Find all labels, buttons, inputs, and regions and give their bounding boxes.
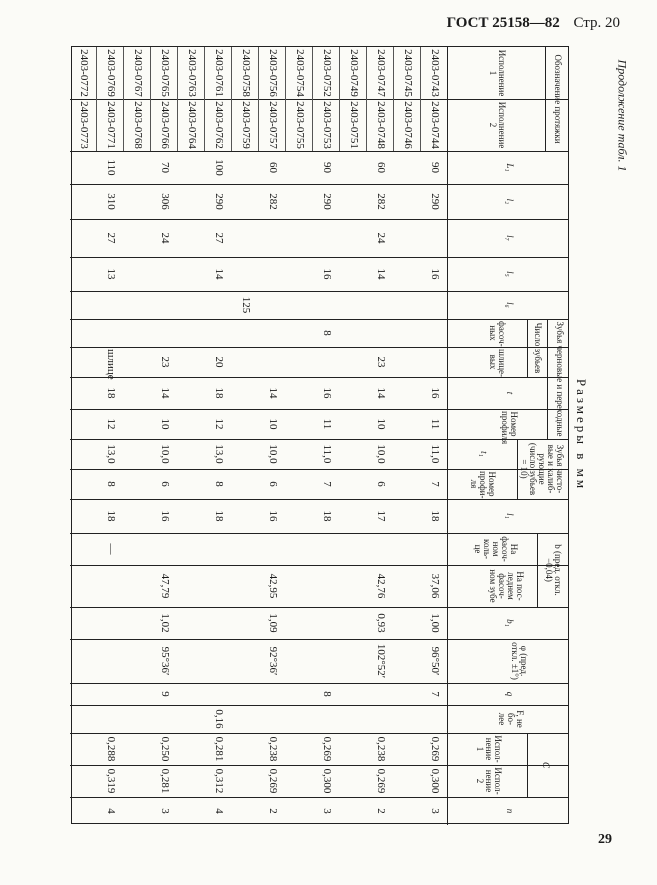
row-rule bbox=[150, 47, 151, 151]
cell-pn2: 8 bbox=[105, 481, 118, 487]
cell-v2: 2403-0768 bbox=[132, 101, 145, 149]
calib-header: Зубья чисто-вые и калиб-рующие (число зубьев = 10) bbox=[519, 442, 565, 496]
cell-t: 18 bbox=[213, 387, 226, 399]
rough-teeth-header: Зубья черновые и переходные bbox=[555, 321, 565, 437]
cell-v1: 2403-0767 bbox=[132, 49, 145, 97]
profile-header: Номер профиля bbox=[500, 411, 519, 445]
column-rule bbox=[70, 533, 568, 534]
cell-l5: 14 bbox=[213, 268, 226, 280]
header-rule bbox=[447, 47, 448, 825]
cell-t1: 13,0 bbox=[105, 444, 118, 464]
cell-C1: 0,250 bbox=[159, 736, 172, 762]
cell-v2: 2403-0751 bbox=[348, 101, 361, 149]
cell-v2: 2403-0773 bbox=[78, 101, 91, 149]
profile2-header: Номер профи-ля bbox=[469, 471, 497, 499]
cell-pn: 12 bbox=[213, 418, 226, 430]
cell-C1: 0,288 bbox=[105, 736, 118, 762]
cell-l7: 24 bbox=[159, 232, 172, 244]
group-rule bbox=[547, 319, 548, 439]
cell-phi: 102°52′ bbox=[375, 643, 388, 679]
cell-l5: 13 bbox=[105, 268, 118, 280]
cell-t1: 11,0 bbox=[429, 444, 442, 464]
cell-b1: 1,00 bbox=[429, 613, 442, 633]
group-rule bbox=[537, 533, 538, 607]
cell-n: 3 bbox=[429, 808, 442, 814]
cell-sp: шлице bbox=[105, 349, 118, 380]
C-header: C bbox=[541, 761, 551, 768]
cell-l2: 282 bbox=[267, 193, 280, 210]
row-rule bbox=[96, 47, 97, 151]
column-rule bbox=[70, 99, 568, 100]
dimensions-table bbox=[71, 46, 569, 824]
cell-v1: 2403-0765 bbox=[159, 49, 172, 97]
cell-l1: 16 bbox=[267, 510, 280, 522]
continuation-text: Продолжение табл. 1 bbox=[615, 59, 630, 172]
cell-bl: 47,79 bbox=[159, 573, 172, 599]
group-rule bbox=[517, 439, 518, 499]
teeth-count-header: Число зубьев bbox=[533, 322, 543, 374]
cell-pn: 10 bbox=[267, 418, 280, 430]
row-rule bbox=[366, 47, 367, 151]
header-n: n bbox=[505, 808, 515, 814]
cell-v2: 2403-0764 bbox=[186, 101, 199, 149]
cell-b1: 1,02 bbox=[159, 613, 172, 633]
b-last-header: На пос-леднем фасоч-ном зубе bbox=[488, 569, 525, 603]
cell-l5: 16 bbox=[321, 268, 334, 280]
column-rule bbox=[70, 705, 568, 706]
row-rule bbox=[393, 47, 394, 151]
cell-t: 14 bbox=[267, 387, 280, 399]
standard-number: ГОСТ 25158—82 bbox=[446, 15, 560, 31]
header-l2: l₂ bbox=[505, 198, 515, 205]
header-subrule bbox=[545, 47, 546, 151]
column-rule bbox=[70, 257, 568, 258]
cell-l1: 17 bbox=[375, 510, 388, 522]
cell-pn2: 8 bbox=[213, 481, 226, 487]
F-header: F, не бо-лее bbox=[497, 710, 525, 728]
column-rule bbox=[70, 319, 568, 320]
header-l1: l₁ bbox=[505, 513, 515, 519]
table-title: Размеры в мм bbox=[574, 378, 589, 492]
cell-t1: 11,0 bbox=[321, 444, 334, 464]
cell-v2: 2403-0759 bbox=[240, 101, 253, 149]
cell-v2: 2403-0766 bbox=[159, 101, 172, 149]
cell-t: 18 bbox=[105, 387, 118, 399]
cell-phi: 92°36′ bbox=[267, 646, 280, 676]
cell-l2: 310 bbox=[105, 193, 118, 210]
cell-t: 14 bbox=[159, 387, 172, 399]
column-rule bbox=[70, 797, 568, 798]
cell-v1: 2403-0743 bbox=[429, 49, 442, 97]
row-rule bbox=[420, 47, 421, 151]
page-header bbox=[0, 15, 620, 32]
cell-bs: — bbox=[105, 543, 118, 555]
cell-l2: 290 bbox=[429, 193, 442, 210]
header-l6: l₆ bbox=[505, 302, 515, 308]
cell-sp: 23 bbox=[159, 356, 172, 368]
cell-bl: 42,76 bbox=[375, 573, 388, 599]
cell-C2: 0,269 bbox=[267, 768, 280, 794]
cell-L1: 90 bbox=[429, 162, 442, 173]
cell-pn: 10 bbox=[375, 418, 388, 430]
cell-t: 16 bbox=[429, 387, 442, 399]
cell-v1: 2403-0749 bbox=[348, 49, 361, 97]
cell-pn2: 7 bbox=[429, 481, 442, 487]
cell-q: 9 bbox=[159, 691, 172, 697]
C1-header: Испол-нение 1 bbox=[475, 735, 503, 763]
row-rule bbox=[177, 47, 178, 151]
cell-C1: 0,238 bbox=[267, 736, 280, 762]
rotated-table-block bbox=[71, 46, 597, 824]
cell-v2: 2403-0757 bbox=[267, 101, 280, 149]
cell-C2: 0,269 bbox=[375, 768, 388, 794]
column-rule bbox=[70, 469, 568, 470]
cell-t1: 13,0 bbox=[213, 444, 226, 464]
cell-v2: 2403-0771 bbox=[105, 101, 118, 149]
header-L1: L₁ bbox=[505, 163, 515, 172]
cell-n: 3 bbox=[159, 808, 172, 814]
b-header: b (пред. откл. −0,04) bbox=[544, 544, 563, 596]
row-rule bbox=[312, 47, 313, 151]
cell-C1: 0,269 bbox=[429, 736, 442, 762]
group-rule bbox=[527, 319, 528, 377]
cell-L1: 60 bbox=[375, 162, 388, 173]
cell-q: 7 bbox=[429, 691, 442, 697]
cell-l7: 24 bbox=[375, 232, 388, 244]
C2-header: Испол-нение 2 bbox=[475, 767, 503, 795]
cell-pn: 11 bbox=[321, 418, 334, 430]
cell-n: 2 bbox=[375, 808, 388, 814]
cell-v1: 2403-0761 bbox=[213, 49, 226, 97]
cell-v1: 2403-0747 bbox=[375, 49, 388, 97]
column-rule bbox=[70, 409, 568, 410]
cell-v2: 2403-0753 bbox=[321, 101, 334, 149]
continuation-note bbox=[612, 48, 630, 188]
cell-l5: 16 bbox=[429, 268, 442, 280]
variant1-header: Исполнение 1 bbox=[488, 49, 507, 97]
t-header: t bbox=[505, 391, 515, 395]
cell-C2: 0,319 bbox=[105, 768, 118, 794]
cell-pn: 11 bbox=[429, 418, 442, 430]
column-rule bbox=[70, 347, 568, 348]
cell-v2: 2403-0744 bbox=[429, 101, 442, 149]
cell-l7: 27 bbox=[105, 232, 118, 244]
shaped-header: фасоч-ных bbox=[488, 321, 507, 347]
row-rule bbox=[123, 47, 124, 151]
cell-pn2: 7 bbox=[321, 481, 334, 487]
cell-l7: 27 bbox=[213, 232, 226, 244]
l6-value: 125 bbox=[240, 296, 253, 314]
cell-C1: 0,269 bbox=[321, 736, 334, 762]
group-rule bbox=[527, 733, 528, 797]
page-number: 29 bbox=[598, 832, 612, 847]
cell-v2: 2403-0755 bbox=[294, 101, 307, 149]
row-rule bbox=[231, 47, 232, 151]
cell-C2: 0,312 bbox=[213, 768, 226, 794]
cell-v2: 2403-0746 bbox=[402, 101, 415, 149]
cell-L1: 70 bbox=[159, 162, 172, 173]
cell-l2: 282 bbox=[375, 193, 388, 210]
column-rule bbox=[70, 291, 568, 292]
column-rule bbox=[70, 219, 568, 220]
cell-sp: 23 bbox=[375, 356, 388, 368]
cell-sp: 20 bbox=[213, 356, 226, 368]
cell-v1: 2403-0769 bbox=[105, 49, 118, 97]
cell-l1: 18 bbox=[321, 510, 334, 522]
cell-n: 2 bbox=[267, 808, 280, 814]
cell-n: 3 bbox=[321, 808, 334, 814]
cell-l2: 290 bbox=[321, 193, 334, 210]
cell-b1: 0,93 bbox=[375, 613, 388, 633]
column-rule bbox=[70, 733, 568, 734]
cell-n: 4 bbox=[213, 808, 226, 814]
cell-n: 4 bbox=[105, 808, 118, 814]
cell-t1: 10,0 bbox=[159, 444, 172, 464]
column-rule bbox=[70, 683, 568, 684]
row-rule bbox=[258, 47, 259, 151]
cell-l1: 18 bbox=[105, 510, 118, 522]
header-l5: l₅ bbox=[505, 271, 515, 277]
b-shaped-header: На фасоч-ном коль-це bbox=[473, 536, 519, 562]
phi-header: φ (пред. откл. ±1°) bbox=[510, 642, 529, 680]
cell-phi: 96°50′ bbox=[429, 646, 442, 676]
cell-l2: 306 bbox=[159, 193, 172, 210]
header-l7: l₇ bbox=[505, 235, 515, 241]
cell-l1: 18 bbox=[429, 510, 442, 522]
cell-C2: 0,281 bbox=[159, 768, 172, 794]
cell-L1: 60 bbox=[267, 162, 280, 173]
cell-t: 16 bbox=[321, 387, 334, 399]
header-q: q bbox=[505, 691, 515, 697]
cell-pn: 10 bbox=[159, 418, 172, 430]
cell-v2: 2403-0748 bbox=[375, 101, 388, 149]
cell-L1: 110 bbox=[105, 159, 118, 176]
cell-pn2: 6 bbox=[267, 481, 280, 487]
column-rule bbox=[70, 151, 568, 152]
cell-v1: 2403-0754 bbox=[294, 49, 307, 97]
page-label: Стр. 20 bbox=[573, 15, 620, 31]
cell-phi: 95°36′ bbox=[159, 646, 172, 676]
cell-C1: 0,238 bbox=[375, 736, 388, 762]
column-rule bbox=[70, 499, 568, 500]
cell-C2: 0,300 bbox=[321, 768, 334, 794]
cell-pn2: 6 bbox=[375, 481, 388, 487]
designation-header: Обозначение протяжки bbox=[553, 54, 563, 144]
column-rule bbox=[70, 607, 568, 608]
cell-pn2: 6 bbox=[159, 481, 172, 487]
cell-l1: 18 bbox=[213, 510, 226, 522]
column-rule bbox=[70, 765, 568, 766]
cell-t: 14 bbox=[375, 387, 388, 399]
column-rule bbox=[70, 439, 568, 440]
cell-t1: 10,0 bbox=[267, 444, 280, 464]
cell-v1: 2403-0772 bbox=[78, 49, 91, 97]
column-rule bbox=[70, 184, 568, 185]
cell-C2: 0,300 bbox=[429, 768, 442, 794]
row-rule bbox=[339, 47, 340, 151]
cell-v2: 2403-0762 bbox=[213, 101, 226, 149]
cell-C1: 0,281 bbox=[213, 736, 226, 762]
cell-v1: 2403-0756 bbox=[267, 49, 280, 97]
column-rule bbox=[70, 565, 568, 566]
column-rule bbox=[70, 639, 568, 640]
cell-bl: 42,95 bbox=[267, 573, 280, 599]
cell-F: 0,16 bbox=[213, 709, 226, 729]
cell-L1: 90 bbox=[321, 162, 334, 173]
t1-header: t₁ bbox=[479, 451, 489, 457]
variant2-header: Исполнение 2 bbox=[488, 101, 507, 149]
cell-v1: 2403-0752 bbox=[321, 49, 334, 97]
cell-l2: 290 bbox=[213, 193, 226, 210]
row-rule bbox=[285, 47, 286, 151]
cell-bl: 37,06 bbox=[429, 573, 442, 599]
cell-q: 8 bbox=[321, 691, 334, 697]
cell-l1: 16 bbox=[159, 510, 172, 522]
cell-pn: 12 bbox=[105, 418, 118, 430]
cell-v1: 2403-0758 bbox=[240, 49, 253, 97]
spline-header: шлице-вых bbox=[488, 349, 507, 378]
cell-v1: 2403-0763 bbox=[186, 49, 199, 97]
row-rule bbox=[204, 47, 205, 151]
cell-L1: 100 bbox=[213, 159, 226, 176]
cell-sh: 8 bbox=[321, 330, 334, 336]
header-b1: b₁ bbox=[505, 619, 515, 627]
cell-t1: 10,0 bbox=[375, 444, 388, 464]
cell-b1: 1,09 bbox=[267, 613, 280, 633]
cell-v1: 2403-0745 bbox=[402, 49, 415, 97]
cell-l5: 14 bbox=[375, 268, 388, 280]
column-rule bbox=[70, 377, 568, 378]
